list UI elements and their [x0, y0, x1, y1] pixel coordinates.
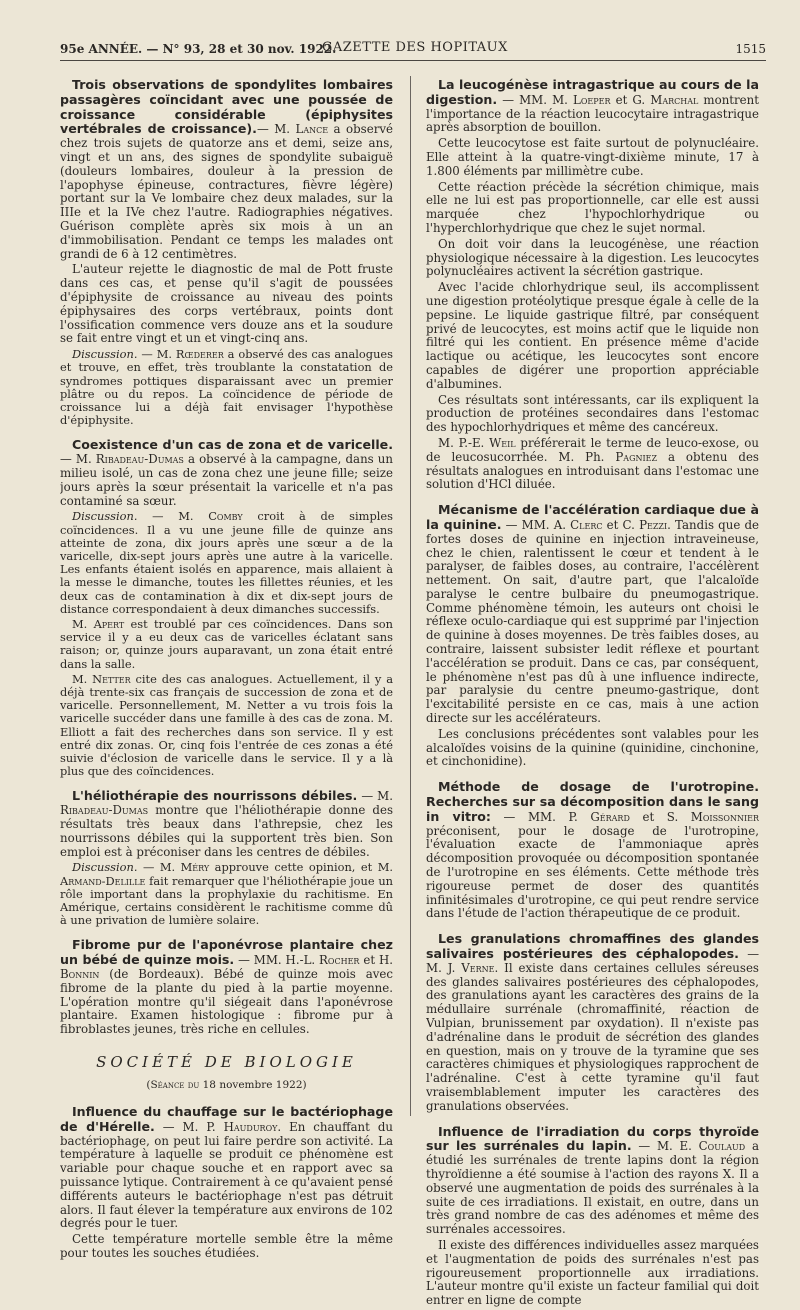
paragraph: Cette température mortelle semble être la même pour toutes les souches étudiées.	[60, 1232, 393, 1260]
discussion-body: croit à de simples coïncidences. Il a vu une jeune fille de quinze ans atteinte de zona, dix jours après une sœur a de la varicelle, dix-sept jours après une autre à la varicelle. Les enfants étaient isolés en apparence, mais allaient à la messe le dimanche, toutes les fillettes réunies, et les deux cas de contamination à dix et dix-sept jours de distance correspondaient à deux dimanches successifs.	[60, 509, 393, 616]
discussion-body: a observé des cas analogues et trouve, en effet, très troublante la constatation de syndromes pottiques disparaissant avec un premier plâtre ou du repos. La coïncidence de période de croissance lui a déjà fait envisager l'hypothèse d'épiphysite.	[60, 347, 393, 428]
society-heading: SOCIÉTÉ DE BIOLOGIE	[96, 1052, 357, 1071]
column-divider	[410, 76, 411, 1116]
author-name: Armand-Delille	[60, 873, 146, 888]
author-name: Coulaud	[698, 1139, 746, 1154]
article-spondylites: Trois observations de spondylites lombaires passagères coïncidant avec une poussée de croissance considérable (épiphysites vertébrales de croissance).— M. Lance a observé chez trois sujets de quatorze ans et demi, seize ans, vingt et un ans, des signes de spondylite subaiguë (douleurs lombaires, douleur à la pression de l'apophyse épineuse, contractures, fièvre légère) portant sur la Ve lombaire chez deux malades, sur la IIIe et la IVe chez l'autre. Radiographies négatives. Guérison complète après six mois à un an d'immobilisation. Pendant ce temps les malades ont grandi de 6 à 12 centimètres. L'auteur rejette le diagnostic de mal de Pott fruste dans ces cas, et pense qu'il s'agit de poussées d'épiphysite de croissance au niveau des points épiphysaires des corps vertébraux, points dont l'ossification commence vers douze ans et la soudure se fait entre vingt et un et vingt-cinq ans. Discussion. — M. Rœderer a observé des cas analogues et trouve, en effet, très troublante la constatation de syndromes pottiques disparaissant avec un premier plâtre ou du repos. La coïncidence de période de croissance lui a déjà fait envisager l'hypothèse d'épiphysite.	[60, 78, 393, 428]
paragraph: cite des cas analogues. Actuellement, il y a déjà trente-six cas français de succession de zona et de varicelle. Personnellement, M. Netter a vu trois fois la varicelle succéder dans une famille à des cas de zona. M. Elliott a fait des recherches dans son service. Il y est entré dix zonas. Or, cinq fois l'entrée de ces zonas a été suivie d'éclosion de varicelle dans le service. Il y a là plus que des coïncidences.	[60, 671, 393, 779]
journal-title: GAZETTE DES HOPITAUX	[322, 40, 508, 55]
author-name: Clerc	[570, 517, 603, 532]
author-name: Ribadeau-Dumas	[95, 452, 184, 467]
article-body: a étudié les surrénales de trente lapins dont la région thyroïdienne a été soumise à l'action des rayons X. Il a observé une augmentation de poids des surrénales à la suite de ces irradiations. Il existait, en outre, dans un très grand nombre de cas des adénomes et même des surrénales accessoires.	[426, 1139, 759, 1237]
author-name: Ribadeau-Dumas	[60, 803, 149, 818]
issue-info: 95e ANNÉE. — N° 93, 28 et 30 nov. 1922.	[60, 42, 337, 56]
author-name: Verne	[461, 960, 495, 975]
article-title: Mécanisme de l'accélération cardiaque due à la quinine.	[426, 502, 759, 532]
author-name: Marchal	[650, 92, 699, 107]
author-name: Moissonnier	[690, 809, 759, 824]
article-urotropine: Méthode de dosage de l'urotropine. Recherches sur sa décomposition dans le sang in vitro: — MM. P. Gérard et S. Moissonnier préconisent, pour le dosage de l'urotropine, l'évaluation exacte de l'ammoniaque après décomposition provoquée ou décomposition spontanée de l'urotropine en ses éléments. Cette méthode très rigoureuse permet de doser des quantités infinitésimales d'urotropine, ce qui peut rendre service dans l'étude de l'action thérapeutique de ce produit.	[426, 779, 759, 921]
author-name: Hauduroy	[223, 1119, 278, 1134]
article-title: Fibrome pur de l'aponévrose plantaire chez un bébé de quinze mois.	[60, 937, 393, 968]
article-irradiation: Influence de l'irradiation du corps thyroïde sur les surrénales du lapin. — M. E. Coulaud a étudié les surrénales de trente lapins dont la région thyroïdienne a été soumise à l'action des rayons X. Il a observé une augmentation de poids des surrénales à la suite de ces irradiations. Il existait, en outre, dans un très grand nombre de cas des adénomes et même des surrénales accessoires. Il existe des différences individuelles assez marquées et l'augmentation de poids des surrénales n'est pas rigoureusement proportionnelle aux irradiations. L'auteur montre qu'il existe un facteur familial qui doit entrer en ligne de compte	[426, 1123, 759, 1308]
article-leucogenese: La leucogénèse intragastrique au cours de la digestion. — MM. M. Loeper et G. Marchal montrent l'importance de la réaction leucocytaire intragastrique après absorption de bouillon. Cette leucocytose est faite surtout de polynucléaire. Elle atteint à la quatre-vingt-dixième minute, 17 à 1.800 éléments par millimètre cube. Cette réaction précède la sécrétion chimique, mais elle ne lui est pas proportionnelle, car elle est aussi marquée chez l'hypochlorhydrique ou l'hyperchlorhydrique que chez le sujet normal. On doit voir dans la leucogénèse, une réaction physiologique nécessaire à la digestion. Les leucocytes polynucléaires activent la sécrétion gastrique. Avec l'acide chlorhydrique seul, ils accomplissent une digestion protéolytique presque égale à celle de la pepsine. Le liquide gastrique filtré, par conséquent privé de leucocytes, est moins actif que le liquide non filtré qui les contient. En présence même d'acide lactique ou acétique, les leucocytes sont encore capables de digérer une proportion appréciable d'albumines. Ces résultats sont intéressants, car ils expliquent la production de protéines secondaires dans l'estomac des hypochlorhydriques et même des cancéreux. M. P.-E. Weil préférerait le terme de leuco-exose, ou de leucosucorrhée. M. Ph. Pagniez a obtenu des résultats analogues en introduisant dans l'estomac une solution d'HCl diluée.	[426, 78, 759, 492]
right-column	[426, 78, 759, 1310]
author-name: Gérard	[590, 809, 630, 824]
author-name: Weil	[489, 435, 516, 450]
author-name: Rœderer	[175, 347, 224, 362]
author-name: Apert	[93, 616, 125, 631]
paragraph: Avec l'acide chlorhydrique seul, ils accomplissent une digestion protéolytique presque égale à celle de la pepsine. Le liquide gastrique filtré, par conséquent privé de leucocytes, est moins actif que le liquide non filtré qui les contient. En présence même d'acide lactique ou acétique, les leucocytes sont encore capables de digérer une proportion appréciable d'albumines.	[426, 280, 759, 391]
author-name: Netter	[92, 671, 131, 686]
paragraph: Il existe des différences individuelles assez marquées et l'augmentation de poids des surrénales n'est pas rigoureusement proportionnelle aux irradiations. L'auteur montre qu'il existe un facteur familial qui doit entrer en ligne de compte	[426, 1237, 759, 1308]
article-title: Coexistence d'un cas de zona et de varicelle.	[72, 437, 393, 453]
article-body: montrent l'importance de la réaction leucocytaire intragastrique après absorption de bouillon.	[426, 92, 759, 135]
author-name: H. Bonnin	[60, 953, 393, 981]
article-body: . Il existe dans certaines cellules séreuses des glandes salivaires postérieures des céphalopodes, des granulations ayant les caractères des grains de la médullaire surrénale (chromaffinité, réaction de Vulpian, brunissement par oxydation). Il n'existe pas d'adrénaline dans le produit de sécrétion des glandes en question, mais on y trouve de la tyramine que ses caractères chimiques et physiologiques rapprochent de l'adrénaline. C'est à cette tyramine qu'il faut vraisemblablement imputer les caractères des granulations observées.	[426, 960, 759, 1113]
article-heliotherapie: L'héliothérapie des nourrissons débiles. — M. Ribadeau-Dumas montre que l'héliothérapie donne des résultats très beaux dans l'athrepsie, chez les nourrissons débiles qui la supportent très bien. Son emploi est à préconiser dans les centres de débiles. Discussion. — M. Méry approuve cette opinion, et M. Armand-Delille fait remarquer que l'héliothérapie joue un rôle important dans la prophylaxie du rachitisme. En Amérique, certains considèrent le rachitisme comme dû à une privation de lumière solaire.	[60, 788, 393, 928]
article-body: . En chauffant du bactériophage, on peut lui faire perdre son activité. La température à laquelle se produit ce phénomène est variable pour chaque souche et en rapport avec sa puissance lytique. Contrairement à ce qu'avaient pensé différents auteurs le bactériophage n'est pas détruit alors. Il faut élever la température aux environs de 102 degrés pour le tuer.	[60, 1119, 393, 1231]
article-title: Méthode de dosage de l'urotropine. Recherches sur sa décomposition dans le sang in vitro:	[426, 779, 759, 824]
author-name: Loeper	[573, 92, 611, 107]
article-varicelle: Coexistence d'un cas de zona et de varicelle. — M. Ribadeau-Dumas a observé à la campagne, dans un milieu isolé, un cas de zona chez une jeune fille; seize jours après la sœur présentait la varicelle et n'a pas contaminé sa sœur. Discussion. — M. Comby croit à de simples coïncidences. Il a vu une jeune fille de quinze ans atteinte de zona, dix jours après une sœur a de la varicelle, dix-sept jours après une autre à la varicelle. Les enfants étaient isolés en apparence, mais allaient à la messe le dimanche, toutes les fillettes réunies, et les deux cas de contamination à dix et dix-sept jours de distance correspondaient à deux dimanches successifs. M. Apert est troublé par ces coïncidences. Dans son service il y a eu deux cas de varicelles éclatant sans raison; or, quinze jours auparavant, un zona était entré dans la salle. M. Netter cite des cas analogues. Actuellement, il y a déjà trente-six cas français de succession de zona et de varicelle. Personnellement, M. Netter a vu trois fois la varicelle succéder dans une famille à des cas de zona. M. Elliott a fait des recherches dans son service. Il y est entré dix zonas. Or, cinq fois l'entrée de ces zonas a été suivie d'éclosion de varicelle dans le service. Il y a là plus que des coïncidences.	[60, 437, 393, 779]
article-title: Trois observations de spondylites lombaires passagères coïncidant avec une poussée de croissance considérable (épiphysites vertébrales de croissance).	[60, 78, 393, 137]
seance-label: Séance du	[150, 1078, 200, 1091]
article-chauffage: Influence du chauffage sur le bactériophage de d'Hérelle. — M. P. Hauduroy. En chauffant du bactériophage, on peut lui faire perdre son activité. La température à laquelle se produit ce phénomène est variable pour chaque souche et en rapport avec sa puissance lytique. Contrairement à ce qu'avaient pensé différents auteurs le bactériophage n'est pas détruit alors. Il faut élever la température aux environs de 102 degrés pour le tuer. Cette température mortelle semble être la même pour toutes les souches étudiées.	[60, 1103, 393, 1260]
paragraph: a obtenu des résultats analogues en introduisant dans l'estomac une solution d'HCl diluée.	[426, 449, 759, 492]
paragraph: est troublé par ces coïncidences. Dans son service il y a eu deux cas de varicelles éclatant sans raison; or, quinze jours auparavant, un zona était entré dans la salle.	[60, 616, 393, 671]
discussion-label: Discussion.	[72, 347, 138, 362]
paragraph: L'auteur rejette le diagnostic de mal de Pott fruste dans ces cas, et pense qu'il s'agit de poussées d'épiphysite de croissance au niveau des points épiphysaires des corps vertébraux, points dont l'ossification commence vers douze ans et la soudure se fait entre vingt et un et vingt-cinq ans.	[60, 262, 393, 346]
article-title: Influence du chauffage sur le bactériophage de d'Hérelle.	[60, 1103, 393, 1134]
article-body: (de Bordeaux). Bébé de quinze mois avec fibrome de la plante du pied à la partie moyenne. L'opération montre qu'il siégeait dans l'aponévrose plantaire. Examen histologique : fibrome pur à fibroblastes jeunes, très riche en cellules.	[60, 967, 393, 1037]
article-granulations: Les granulations chromaffines des glandes salivaires postérieures des céphalopodes. — M. J. Verne. Il existe dans certaines cellules séreuses des glandes salivaires postérieures des céphalopodes, des granulations ayant les caractères des grains de la médullaire surrénale (chromaffinité, réaction de Vulpian, brunissement par oxydation). Il n'existe pas d'adrénaline dans le produit de sécrétion des glandes en question, mais on y trouve de la tyramine que ses caractères chimiques et physiologiques rapprochent de l'adrénaline. C'est à cette tyramine qu'il faut vraisemblablement imputer les caractères des granulations observées.	[426, 931, 759, 1113]
author-name: Comby	[208, 509, 243, 524]
article-body: montre que l'héliothérapie donne des résultats très beaux dans l'athrepsie, chez les nourrissons débiles qui la supportent très bien. Son emploi est à préconiser dans les centres de débiles.	[60, 803, 393, 859]
article-body: a observé à la campagne, dans un milieu isolé, un cas de zona chez une jeune fille; seize jours après la sœur présentait la varicelle et n'a pas contaminé sa sœur.	[60, 452, 393, 508]
author-name: Méry	[180, 860, 210, 875]
seance-date: 18 novembre 1922	[202, 1078, 303, 1091]
author-name: Pezzi	[639, 517, 668, 532]
article-title: La leucogénèse intragastrique au cours de la digestion.	[426, 78, 759, 107]
article-mecanisme: Mécanisme de l'accélération cardiaque due à la quinine. — MM. A. Clerc et C. Pezzi. Tandis que de fortes doses de quinine en injection intraveineuse, chez le chien, ralentissent le cœur et tendent à le paralyser, de faibles doses, au contraire, l'accélèrent nettement. On sait, d'autre part, que l'alcaloïde paralyse le centre bulbaire du pneumogastrique. Comme phénomène témoin, les auteurs ont choisi le réflexe oculo-cardiaque qui est supprimé par l'injection de quinine à doses moyennes. De très faibles doses, au contraire, laissent subsister ledit réflexe et pourtant l'accélération se produit. Dans ce cas, par conséquent, le phénomène n'est pas dû à une influence indirecte, par paralysie du centre pneumo-gastrique, dont l'excitabilité persiste en ce cas, mais à une action directe sur les accélérateurs. Les conclusions précédentes sont valables pour les alcaloïdes voisins de la quinine (quinidine, cinchonine, et cinchonidine).	[426, 502, 759, 769]
discussion-label: Discussion.	[72, 860, 138, 875]
paragraph: Cette leucocytose est faite surtout de polynucléaire. Elle atteint à la quatre-vingt-dixième minute, 17 à 1.800 éléments par millimètre cube.	[426, 136, 759, 178]
left-column	[60, 78, 393, 1263]
article-title: Les granulations chromaffines des glandes salivaires postérieures des céphalopodes.	[426, 931, 759, 962]
article-body: a observé chez trois sujets de quatorze ans et demi, seize ans, vingt et un ans, des signes de spondylite subaiguë (douleurs lombaires, douleur à la pression de l'apophyse épineuse, contractures, fièvre légère) portant sur la Ve lombaire chez deux malades, sur la IIIe et la IVe chez l'autre. Radiographies négatives. Guérison complète après six mois à un an d'immobilisation. Pendant ce temps les malades ont grandi de 6 à 12 centimètres.	[60, 122, 393, 261]
seance-line: (Séance du 18 novembre 1922)	[146, 1078, 307, 1091]
paragraph: Cette réaction précède la sécrétion chimique, mais elle ne lui est pas proportionnelle, car elle est aussi marquée chez l'hypochlorhydrique ou l'hyperchlorhydrique que chez le sujet normal.	[426, 179, 759, 235]
article-body: préconisent, pour le dosage de l'urotropine, l'évaluation exacte de l'ammoniaque après décomposition provoquée ou décomposition spontanée de l'urotropine en ses éléments. Cette méthode très rigoureuse permet de doser des quantités infinitésimales d'urotropine, ce qui peut rendre service dans l'étude de l'action thérapeutique de ce produit.	[426, 823, 759, 921]
article-title: Influence de l'irradiation du corps thyroïde sur les surrénales du lapin.	[426, 1123, 759, 1154]
page-number: 1515	[735, 42, 766, 56]
paragraph: Les conclusions précédentes sont valables pour les alcaloïdes voisins de la quinine (quinidine, cinchonine, et cinchonidine).	[426, 726, 759, 769]
page-header	[60, 38, 766, 61]
author-name: Lance	[295, 122, 329, 137]
article-title: L'héliothérapie des nourrissons débiles.	[72, 788, 358, 804]
author-name: H.-L. Rocher	[285, 953, 360, 968]
paragraph: On doit voir dans la leucogénèse, une réaction physiologique nécessaire à la digestion. Les leucocytes polynucléaires activent la sécrétion gastrique.	[426, 236, 759, 279]
article-fibrome: Fibrome pur de l'aponévrose plantaire chez un bébé de quinze mois. — MM. H.-L. Rocher et H. Bonnin (de Bordeaux). Bébé de quinze mois avec fibrome de la plante du pied à la partie moyenne. L'opération montre qu'il siégeait dans l'aponévrose plantaire. Examen histologique : fibrome pur à fibroblastes jeunes, très riche en cellules.	[60, 937, 393, 1037]
paragraph: Ces résultats sont intéressants, car ils expliquent la production de protéines secondaires dans l'estomac des hypochlorhydriques et même des cancéreux.	[426, 392, 759, 435]
article-body: . Tandis que de fortes doses de quinine en injection intraveineuse, chez le chien, ralentissent le cœur et tendent à le paralyser, de faibles doses, au contraire, l'accélèrent nettement. On sait, d'autre part, que l'alcaloïde paralyse le centre bulbaire du pneumogastrique. Comme phénomène témoin, les auteurs ont choisi le réflexe oculo-cardiaque qui est supprimé par l'injection de quinine à doses moyennes. De très faibles doses, au contraire, laissent subsister ledit réflexe et pourtant l'accélération se produit. Dans ce cas, par conséquent, le phénomène n'est pas dû à une influence indirecte, par paralysie du centre pneumo-gastrique, dont l'excitabilité persiste en ce cas, mais à une action directe sur les accélérateurs.	[426, 517, 759, 726]
discussion-label: Discussion.	[72, 509, 138, 524]
author-name: Pagniez	[615, 449, 658, 464]
discussion-body: fait remarquer que l'héliothérapie joue un rôle important dans la prophylaxie du rachitisme. En Amérique, certains considèrent le rachitisme comme dû à une privation de lumière solaire.	[60, 873, 393, 928]
